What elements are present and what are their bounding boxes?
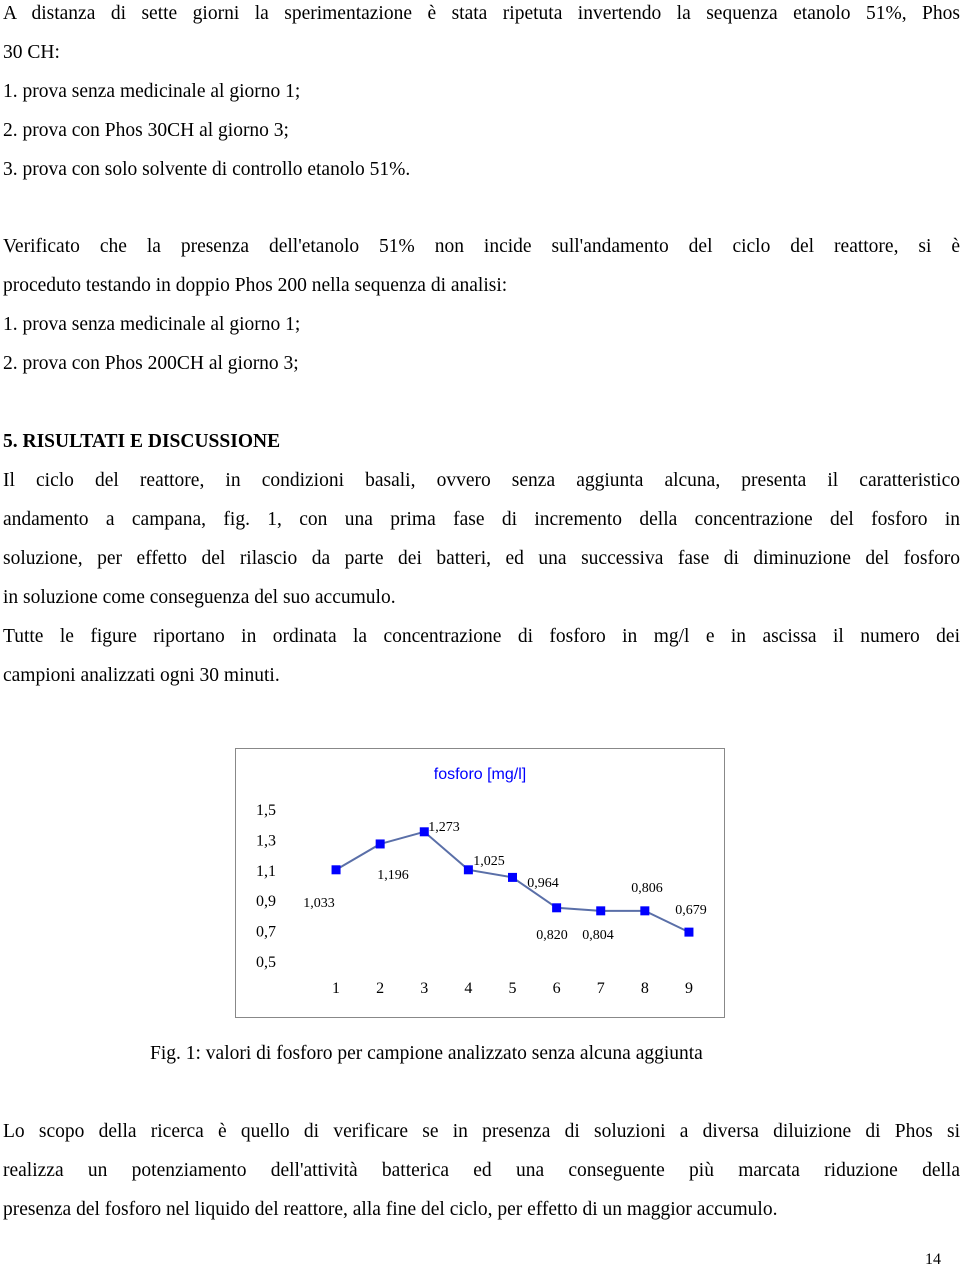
section-line-6: campioni analizzati ogni 30 minuti. xyxy=(3,665,280,686)
section-heading: 5. RISULTATI E DISCUSSIONE xyxy=(3,431,281,452)
y-tick-label: 1,1 xyxy=(256,862,276,880)
data-point-marker xyxy=(508,873,517,882)
closing-line-3: presenza del fosforo nel liquido del reattore, alla fine del ciclo, per effetto di un maggior accumulo. xyxy=(3,1199,778,1220)
x-tick-label: 8 xyxy=(640,980,649,997)
data-label: 1,033 xyxy=(303,896,335,911)
phosphorus-chart xyxy=(236,749,724,1017)
figure-caption: Fig. 1: valori di fosforo per campione analizzato senza alcuna aggiunta xyxy=(150,1043,703,1064)
data-point-marker xyxy=(552,903,561,912)
x-tick-label: 5 xyxy=(508,980,517,997)
para2-item-2: 2. prova con Phos 200CH al giorno 3; xyxy=(3,353,299,374)
data-point-marker xyxy=(332,865,341,874)
x-tick-label: 1 xyxy=(332,980,341,997)
para2-line-1: Verificato che la presenza dell'etanolo 51% non incide sull'andamento del ciclo del reattore, si è xyxy=(3,236,960,257)
closing-line-2: realizza un potenziamento dell'attività batterica ed una conseguente più marcata riduzione della xyxy=(3,1160,960,1181)
intro-item-3: 3. prova con solo solvente di controllo etanolo 51%. xyxy=(3,159,411,180)
data-point-marker xyxy=(596,906,605,915)
data-label: 0,806 xyxy=(631,881,663,896)
closing-line-1: Lo scopo della ricerca è quello di verificare se in presenza di soluzioni a diversa diluizione di Phos si xyxy=(3,1121,960,1142)
section-line-5: Tutte le figure riportano in ordinata la concentrazione di fosforo in mg/l e in ascissa il numero dei xyxy=(3,626,960,647)
intro-line-2: 30 CH: xyxy=(3,42,60,63)
section-line-4: in soluzione come conseguenza del suo accumulo. xyxy=(3,587,396,608)
data-label: 0,804 xyxy=(582,928,614,943)
y-tick-label: 1,5 xyxy=(256,802,276,819)
x-tick-label: 4 xyxy=(464,980,473,997)
para2-line-2: proceduto testando in doppio Phos 200 nella sequenza di analisi: xyxy=(3,275,508,296)
section-line-3: soluzione, per effetto del rilascio da parte dei batteri, ed una successiva fase di diminuzione del fosforo xyxy=(3,548,960,569)
section-line-2: andamento a campana, fig. 1, con una prima fase di incremento della concentrazione del fosforo in xyxy=(3,509,960,530)
section-line-1: Il ciclo del reattore, in condizioni basali, ovvero senza aggiunta alcuna, presenta il caratteristico xyxy=(3,470,960,491)
y-tick-label: 0,7 xyxy=(256,923,276,941)
data-label: 0,679 xyxy=(675,903,707,918)
x-tick-label: 2 xyxy=(376,980,385,997)
x-tick-label: 9 xyxy=(684,980,693,997)
data-label: 0,820 xyxy=(536,928,568,943)
page-number: 14 xyxy=(925,1251,941,1268)
para2-item-1: 1. prova senza medicinale al giorno 1; xyxy=(3,314,301,335)
data-point-marker xyxy=(464,865,473,874)
data-label: 1,196 xyxy=(377,868,409,883)
data-label: 1,025 xyxy=(473,854,505,869)
chart-title: fosforo [mg/l] xyxy=(433,766,527,783)
y-tick-label: 0,9 xyxy=(256,893,276,911)
data-point-marker xyxy=(376,839,385,848)
x-tick-label: 7 xyxy=(596,980,605,997)
x-tick-label: 3 xyxy=(420,980,429,997)
data-label: 1,273 xyxy=(428,820,460,835)
data-point-marker xyxy=(684,928,693,937)
y-tick-label: 1,3 xyxy=(256,832,276,850)
intro-item-2: 2. prova con Phos 30CH al giorno 3; xyxy=(3,120,289,141)
x-tick-label: 6 xyxy=(552,980,561,997)
chart-figure xyxy=(235,748,725,1018)
data-point-marker xyxy=(640,906,649,915)
intro-item-1: 1. prova senza medicinale al giorno 1; xyxy=(3,81,301,102)
y-tick-label: 0,5 xyxy=(256,954,276,971)
intro-line-1: A distanza di sette giorni la sperimentazione è stata ripetuta invertendo la sequenza etanolo 51%, Phos xyxy=(3,3,960,24)
data-label: 0,964 xyxy=(527,876,559,891)
